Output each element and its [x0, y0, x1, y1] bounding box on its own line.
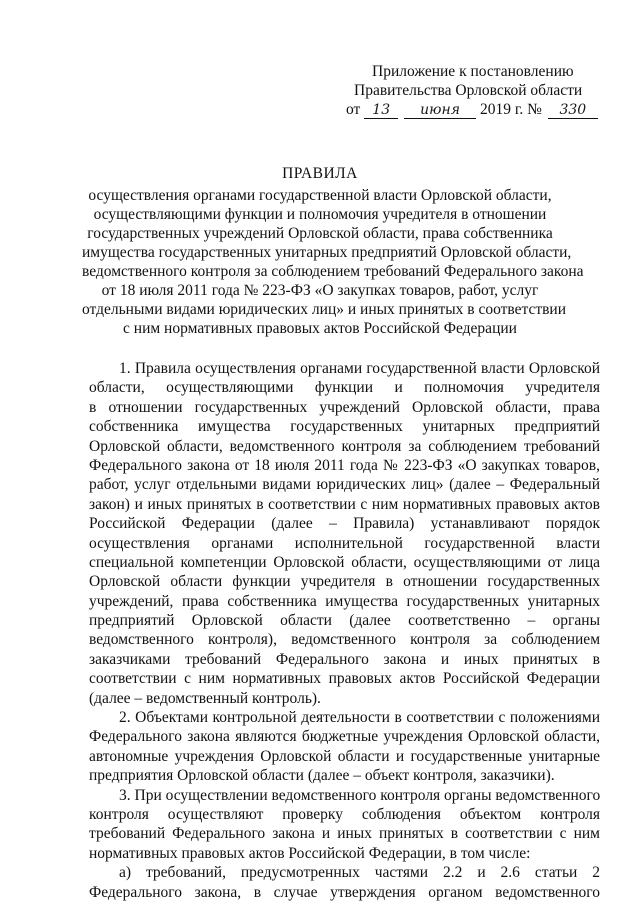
- appendix-year: 2019 г. №: [479, 101, 542, 118]
- title-heading: ПРАВИЛА: [282, 165, 358, 182]
- body-line: ведомственного контроля), ведомственного контроля за соблюдением: [89, 631, 600, 649]
- body-line: Федерального закона являются бюджетные учреждения Орловской области,: [89, 728, 600, 746]
- handwritten-month: июня: [404, 102, 476, 119]
- body-line: Орловской области, ведомственного контроля за соблюдением требований: [89, 437, 600, 455]
- body-line: специальной компетенции Орловской области, осуществляющими от лица: [89, 553, 600, 571]
- appendix-line-2: Правительства Орловской области: [354, 82, 583, 99]
- body-line: (далее – ведомственный контроль).: [89, 689, 321, 707]
- body-line: Федерального закона от 18 июля 2011 года № 223-ФЗ «О закупках товаров,: [89, 456, 600, 474]
- body-line: соответствии с ним нормативных правовых актов Российской Федерации: [89, 670, 600, 688]
- body-line: Российской Федерации (далее – Правила) устанавливают порядок: [89, 515, 600, 533]
- body-line: осуществления органами исполнительной государственной власти: [89, 534, 600, 552]
- title-subtitle: [82, 186, 584, 338]
- handwritten-number: 330: [548, 102, 598, 119]
- body-line: 1. Правила осуществления органами государственной власти Орловской: [119, 360, 600, 377]
- handwritten-day: 13: [364, 102, 398, 119]
- body-line: а) требований, предусмотренных частями 2.2 и 2.6 статьи 2: [119, 864, 600, 882]
- body-line: Орловской области функции учредителя в отношении государственных: [89, 573, 600, 591]
- body-line: области, осуществляющими функции и полномочия учредителя: [89, 379, 600, 397]
- body-line: требований Федерального закона и иных принятых в соответствии с ним: [89, 825, 600, 843]
- body-line: контроля осуществляют проверку соблюдения объектом контроля: [89, 805, 600, 823]
- title-line: осуществления органами государственной власти Орловской области,: [88, 187, 552, 204]
- title-line: отдельными видами юридических лиц» и иных принятых в соответствии: [82, 301, 567, 318]
- appendix-date-prefix: от: [346, 101, 361, 118]
- appendix-line-1: Приложение к постановлению: [372, 63, 574, 80]
- body-line: нормативных правовых актов Российской Федерации, в том числе:: [89, 844, 531, 862]
- body-line: Федерального закона, в случае утверждения органом ведомственного: [89, 883, 600, 901]
- body-line: заказчиками требований Федерального закона и иных принятых в: [89, 650, 600, 668]
- body-line: автономные учреждения Орловской области и государственные унитарные: [89, 747, 600, 765]
- body-line: в отношении государственных учреждений Орловской области, права: [89, 398, 600, 416]
- body-line: 3. При осуществлении ведомственного контроля органы ведомственного: [119, 786, 601, 804]
- title-line: с ним нормативных правовых актов Российской Федерации: [123, 320, 517, 337]
- body-line: предприятий Орловской области (далее соответственно – органы: [89, 612, 600, 630]
- title-line: государственных учреждений Орловской области, права собственника: [87, 225, 553, 242]
- body-line: предприятия Орловской области (далее – объект контроля, заказчики).: [89, 767, 555, 785]
- body-line: работ, услуг отдельными видами юридических лиц» (далее – Федеральный: [89, 476, 600, 494]
- appendix-line-3: [346, 100, 596, 119]
- title-line: ведомственного контроля за соблюдением требований Федерального закона: [82, 263, 584, 280]
- body-line: 2. Объектами контрольной деятельности в соответствии с положениями: [119, 709, 600, 727]
- body-line: закон) и иных принятых в соответствии с ним нормативных правовых актов: [89, 495, 600, 513]
- title-line: осуществляющими функции и полномочия учредителя в отношении: [93, 206, 547, 223]
- appendix-header: [346, 62, 596, 119]
- body-line: собственника имущества государственных унитарных предприятий: [89, 418, 600, 436]
- document-body: [89, 359, 600, 902]
- title-line: имущества государственных унитарных предприятий Орловской области,: [82, 244, 572, 261]
- body-line: учреждений, права собственника имущества государственных унитарных: [89, 592, 600, 610]
- title-line: от 18 июля 2011 года № 223-ФЗ «О закупках товаров, работ, услуг: [101, 282, 539, 299]
- document-title: [82, 164, 584, 338]
